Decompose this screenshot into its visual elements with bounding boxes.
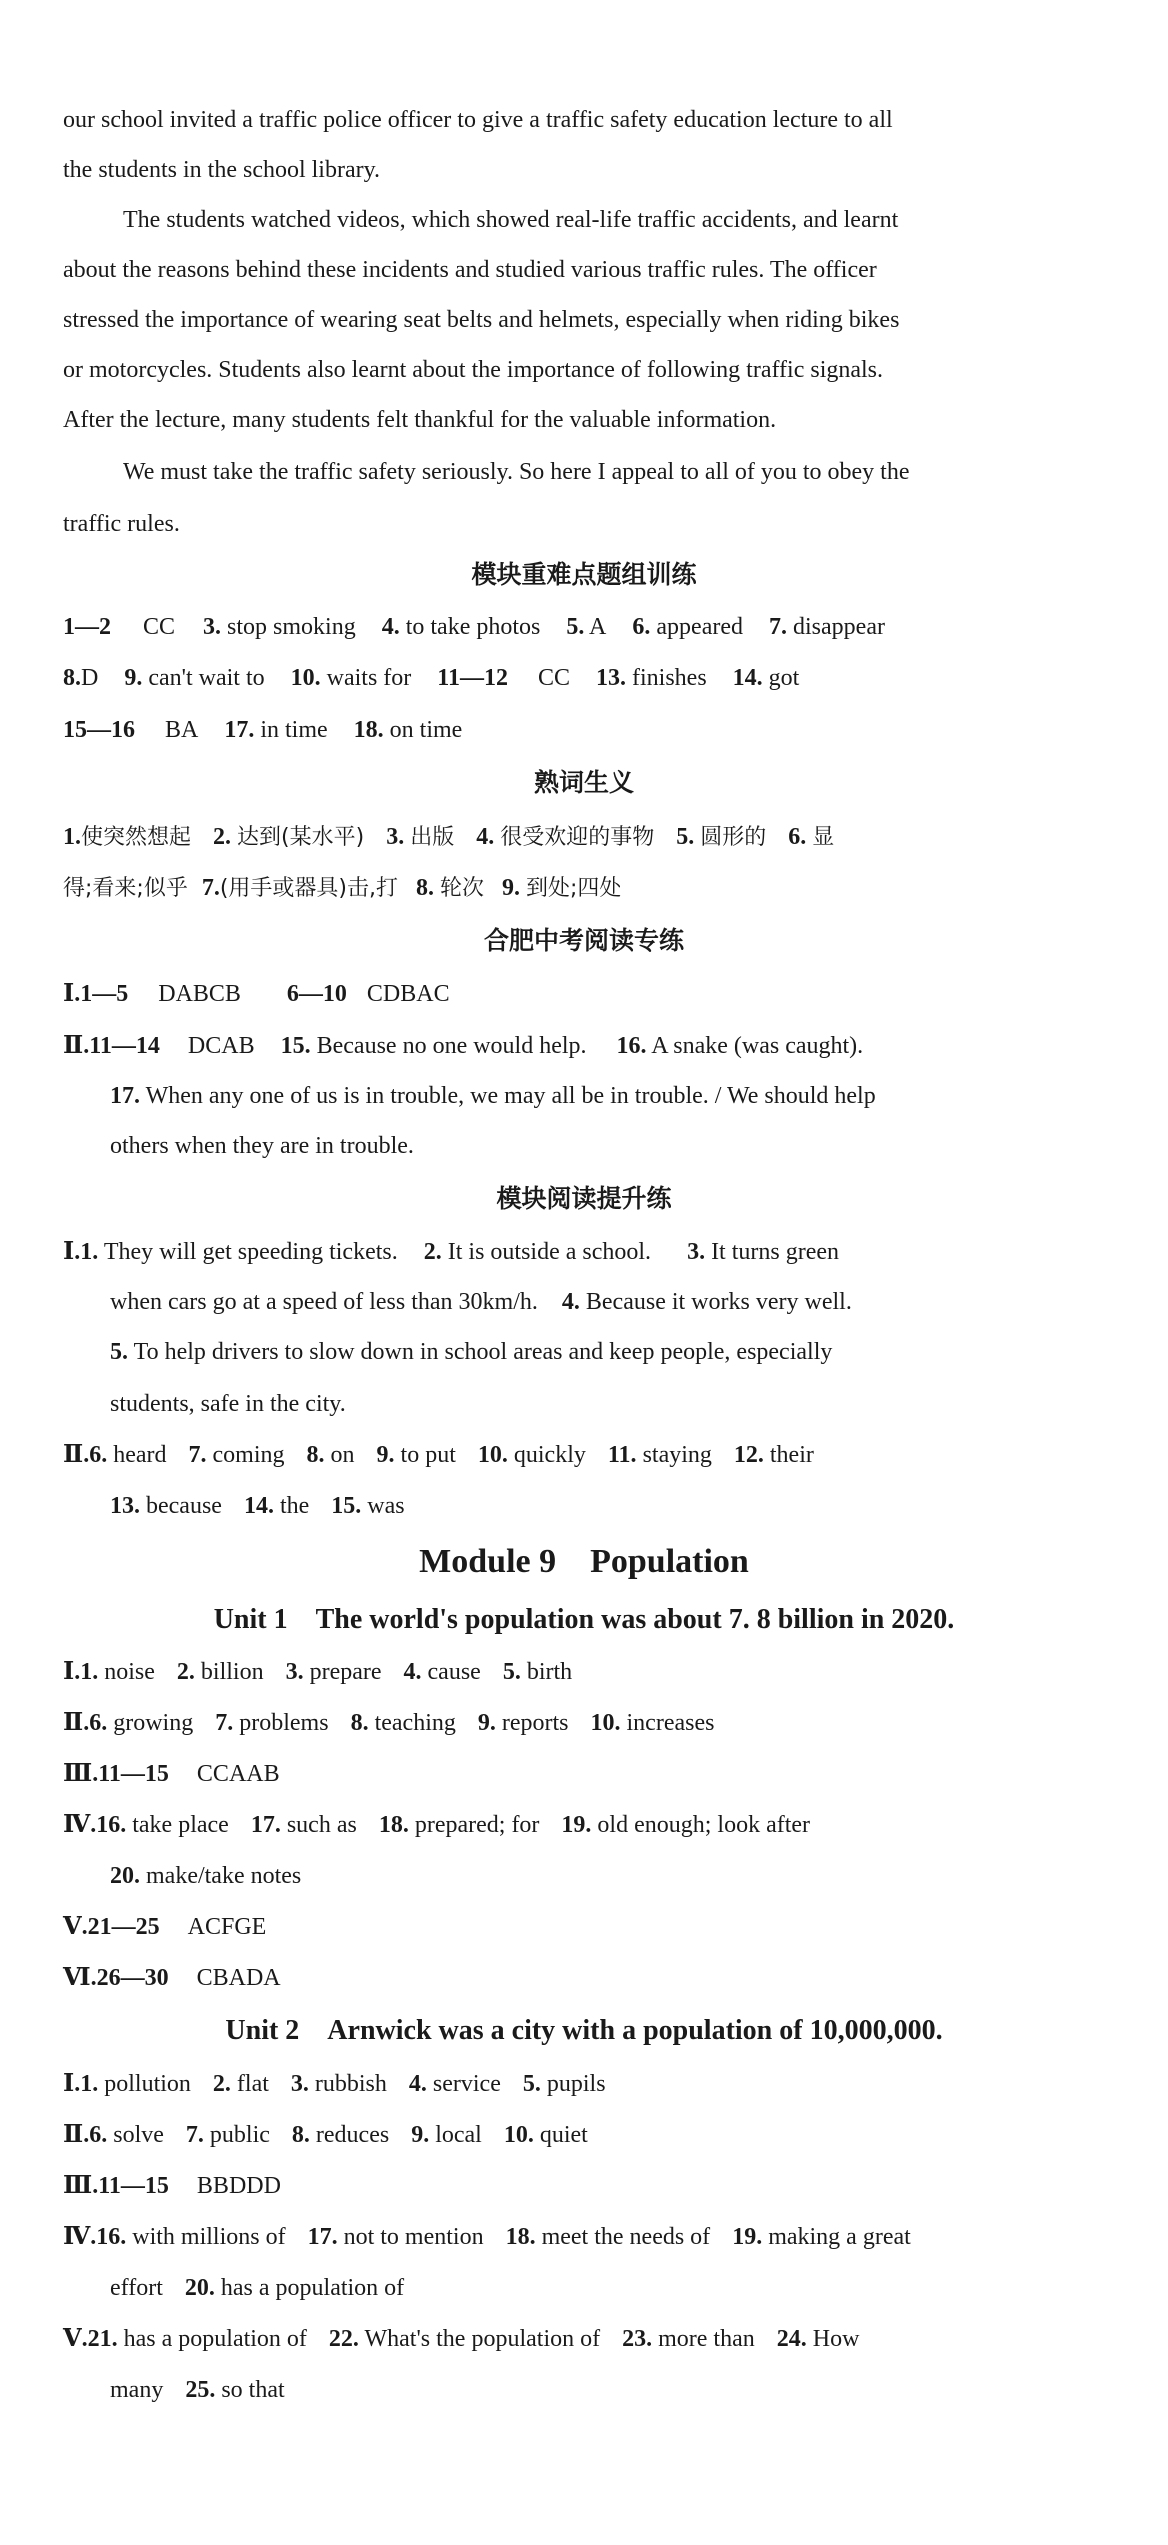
answer-text: (用手或器具)击,打: [219, 876, 398, 901]
answer-text: so that: [221, 2377, 285, 2403]
unit-2-title: Unit 2 Arnwick was a city with a population of 10,000,000.: [225, 2015, 943, 2046]
answer-text: They will get speeding tickets.: [103, 1239, 398, 1265]
passage-line-5: stressed the importance of wearing seat belts and helmets, especially when riding bikes: [63, 307, 900, 333]
answer-row: [63, 666, 799, 690]
item-number: 3.: [203, 614, 222, 640]
item-number: 25.: [185, 2377, 216, 2403]
item-number: 5.: [522, 2071, 541, 2097]
item-number: 9.: [502, 875, 521, 901]
item-number: 7.: [201, 875, 220, 901]
answer-text: 到处;四处: [526, 876, 622, 901]
item-number: 5.: [110, 1339, 128, 1365]
item-number: 6.: [788, 824, 807, 850]
item-number: 6—10: [286, 981, 347, 1007]
item-number: 5.: [676, 824, 695, 850]
answer-text: DCAB: [187, 1033, 255, 1059]
item-number: 6.: [89, 1710, 108, 1736]
answer-text: because: [146, 1493, 222, 1519]
item-number: 11—15: [98, 1761, 169, 1787]
item-number: 16.: [96, 2224, 127, 2250]
answer-text: 得;看来;似乎: [63, 876, 188, 901]
item-number: 7.: [185, 2122, 204, 2148]
item-number: 6.: [89, 1442, 108, 1468]
roman-numeral: Ⅱ.: [63, 1033, 90, 1059]
item-number: 15—16: [63, 717, 135, 743]
roman-numeral: Ⅲ.: [63, 1761, 99, 1787]
item-number: 17.: [224, 717, 255, 743]
item-number: 10.: [503, 2122, 534, 2148]
answer-row: [63, 1762, 280, 1786]
answer-text: their: [769, 1442, 814, 1468]
answer-text: CDBAC: [366, 981, 450, 1007]
item-number: 1.: [80, 1659, 99, 1685]
item-number: 9.: [411, 2122, 430, 2148]
answer-text: staying: [642, 1442, 712, 1468]
item-number: 1.: [63, 824, 81, 850]
roman-numeral: Ⅳ.: [63, 1812, 97, 1838]
answer-text: 使突然想起: [81, 825, 192, 850]
item-number: 20.: [184, 2275, 215, 2301]
item-number: 22.: [328, 2326, 359, 2352]
answer-text: local: [435, 2122, 482, 2148]
answer-text: rubbish: [314, 2071, 387, 2097]
answer-text: It turns green: [711, 1239, 840, 1265]
answer-row: [63, 1813, 810, 1837]
item-number: 17.: [110, 1083, 140, 1109]
item-number: 4.: [476, 824, 495, 850]
answer-text: To help drivers to slow down in school areas and keep people, especially: [133, 1339, 833, 1365]
answer-text: on: [330, 1442, 355, 1468]
answer-text: make/take notes: [146, 1863, 302, 1889]
item-number: 11—12: [437, 665, 508, 691]
answer-text: D: [81, 665, 99, 691]
item-number: 9.: [477, 1710, 496, 1736]
item-number: 8.: [350, 1710, 369, 1736]
answer-text: flat: [236, 2071, 269, 2097]
item-number: 11—14: [89, 1033, 160, 1059]
answer-text: to put: [400, 1442, 456, 1468]
answer-text: How: [812, 2326, 860, 2352]
passage-line-8: We must take the traffic safety seriously. So here I appeal to all of you to obey the: [123, 459, 910, 485]
item-number: 19.: [732, 2224, 763, 2250]
answer-text: billion: [200, 1659, 264, 1685]
passage-line-6: or motorcycles. Students also learnt about the importance of following traffic signals.: [63, 357, 884, 383]
answer-row: [110, 1864, 301, 1888]
item-number: 2.: [176, 1659, 195, 1685]
section-title-key-points: 模块重难点题组训练: [471, 560, 697, 589]
item-number: 10.: [477, 1442, 508, 1468]
item-number: 3.: [687, 1239, 706, 1265]
answer-row: [63, 2225, 911, 2249]
passage-line-9: traffic rules.: [63, 511, 180, 537]
item-number: 19.: [561, 1812, 592, 1838]
passage-line-3: The students watched videos, which showed real-life traffic accidents, and learnt: [123, 207, 899, 233]
answer-text: can't wait to: [148, 665, 265, 691]
item-number: 24.: [776, 2326, 807, 2352]
answer-text: appeared: [656, 614, 743, 640]
roman-numeral: Ⅲ.: [63, 2173, 99, 2199]
answer-text: was: [367, 1493, 405, 1519]
item-number: 5.: [566, 614, 585, 640]
answer-text: 显: [812, 825, 835, 850]
answer-text: stop smoking: [227, 614, 356, 640]
item-number: 14.: [243, 1493, 274, 1519]
answer-text: solve: [113, 2122, 164, 2148]
answer-text: old enough; look after: [597, 1812, 811, 1838]
item-number: 1.: [80, 1239, 99, 1265]
item-number: 2.: [213, 824, 232, 850]
passage-line-4: about the reasons behind these incidents and studied various traffic rules. The officer: [63, 257, 877, 283]
item-number: 3.: [386, 824, 405, 850]
answer-text: when cars go at a speed of less than 30km/h.: [110, 1289, 538, 1315]
answer-text: CC: [537, 665, 570, 691]
answer-text: CBADA: [196, 1965, 281, 1991]
answer-text: 轮次: [440, 876, 485, 901]
item-number: 7.: [215, 1710, 234, 1736]
item-number: 21—25: [87, 1914, 160, 1940]
answer-text: A snake (was caught).: [651, 1033, 864, 1059]
item-number: 10.: [590, 1710, 621, 1736]
answer-text: pupils: [546, 2071, 606, 2097]
answer-text: BBDDD: [196, 2173, 281, 2199]
item-number: 17.: [307, 2224, 338, 2250]
answer-text: What's the population of: [364, 2326, 601, 2352]
answer-text: 出版: [410, 825, 455, 850]
answer-text: BA: [165, 717, 199, 743]
answer-text: take place: [132, 1812, 229, 1838]
item-number: 8.: [416, 875, 434, 901]
answer-text: to take photos: [405, 614, 541, 640]
item-number: 16.: [96, 1812, 127, 1838]
item-number: 11.: [607, 1442, 637, 1468]
item-number: 10.: [290, 665, 321, 691]
answer-text: Because it works very well.: [585, 1289, 852, 1315]
answer-row: [63, 2072, 606, 2096]
section-title-hefei-reading: 合肥中考阅读专练: [483, 926, 684, 955]
answer-text: growing: [113, 1710, 194, 1736]
item-number: 6.: [89, 2122, 108, 2148]
item-number: 9.: [124, 665, 143, 691]
answer-text: prepare: [309, 1659, 382, 1685]
passage-line-2: the students in the school library.: [63, 157, 381, 183]
item-number: 4.: [403, 1659, 422, 1685]
item-number: 18.: [353, 717, 384, 743]
answer-text: ACFGE: [187, 1914, 267, 1940]
answer-text: Because no one would help.: [316, 1033, 587, 1059]
answer-text: CCAAB: [196, 1761, 280, 1787]
answer-text: quickly: [513, 1442, 586, 1468]
answer-text: with millions of: [132, 2224, 286, 2250]
passage-line-7: After the lecture, many students felt thankful for the valuable information.: [63, 407, 777, 433]
answer-row: [63, 615, 885, 639]
item-number: 11—15: [98, 2173, 169, 2199]
roman-numeral: Ⅰ.: [63, 2071, 81, 2097]
answer-text: such as: [286, 1812, 357, 1838]
item-number: 7.: [769, 614, 787, 640]
answer-row: [63, 2327, 859, 2351]
answer-text: waits for: [326, 665, 412, 691]
answer-row: [110, 2276, 404, 2300]
roman-numeral: Ⅱ.: [63, 1442, 90, 1468]
roman-numeral: Ⅵ.: [63, 1965, 97, 1991]
roman-numeral: Ⅱ.: [63, 1710, 90, 1736]
answer-text: more than: [658, 2326, 755, 2352]
module-title: Module 9 Population: [419, 1543, 749, 1580]
answer-text: A: [589, 614, 607, 640]
item-number: 4.: [561, 1289, 580, 1315]
answer-text: public: [209, 2122, 270, 2148]
item-number: 1—5: [80, 981, 129, 1007]
answer-text: cause: [427, 1659, 481, 1685]
item-number: 8.: [291, 2122, 310, 2148]
answer-row: [63, 825, 834, 849]
answer-text: on time: [389, 717, 463, 743]
answer-text: It is outside a school.: [447, 1239, 652, 1265]
unit-1-title: Unit 1 The world's population was about 7. 8 billion in 2020.: [213, 1604, 955, 1635]
item-number: 5.: [502, 1659, 521, 1685]
answer-row: [63, 1240, 839, 1264]
answer-row: [63, 1660, 572, 1684]
item-number: 21.: [87, 2326, 118, 2352]
answer-text: service: [432, 2071, 501, 2097]
answer-row: others when they are in trouble.: [110, 1133, 414, 1159]
answer-text: in time: [260, 717, 328, 743]
answer-row: [63, 1034, 863, 1058]
answer-text: many: [110, 2377, 164, 2403]
answer-row: [63, 1711, 714, 1735]
answer-row: [63, 718, 462, 742]
answer-text: coming: [212, 1442, 285, 1468]
item-number: 12.: [733, 1442, 764, 1468]
item-number: 15.: [331, 1493, 362, 1519]
answer-text: birth: [526, 1659, 573, 1685]
roman-numeral: Ⅳ.: [63, 2224, 97, 2250]
item-number: 4.: [408, 2071, 427, 2097]
answer-text: CC: [143, 614, 176, 640]
answer-text: 很受欢迎的事物: [500, 825, 655, 850]
item-number: 14.: [732, 665, 763, 691]
answer-text: quiet: [539, 2122, 588, 2148]
answer-text: effort: [110, 2275, 163, 2301]
roman-numeral: Ⅴ.: [63, 1914, 88, 1940]
item-number: 15.: [280, 1033, 311, 1059]
roman-numeral: Ⅰ.: [63, 981, 81, 1007]
answer-text: has a population of: [123, 2326, 307, 2352]
answer-row: [110, 1340, 832, 1364]
answer-text: meet the needs of: [541, 2224, 711, 2250]
answer-text: When any one of us is in trouble, we may all be in trouble. / We should help: [145, 1083, 876, 1109]
answer-row: [63, 1443, 814, 1467]
item-number: 23.: [622, 2326, 653, 2352]
item-number: 13.: [596, 665, 626, 691]
item-number: 3.: [285, 1659, 304, 1685]
item-number: 26—30: [96, 1965, 169, 1991]
answer-row: [110, 2378, 285, 2402]
item-number: 4.: [381, 614, 400, 640]
item-number: 2.: [423, 1239, 442, 1265]
answer-text: has a population of: [220, 2275, 405, 2301]
answer-row: [63, 876, 621, 900]
item-number: 18.: [378, 1812, 409, 1838]
answer-text: 圆形的: [700, 825, 767, 850]
section-title-reading-improvement: 模块阅读提升练: [496, 1184, 672, 1213]
answer-text: got: [768, 665, 800, 691]
answer-row: [63, 2123, 588, 2147]
item-number: 1.: [80, 2071, 99, 2097]
answer-text: prepared; for: [414, 1812, 540, 1838]
answer-text: making a great: [768, 2224, 911, 2250]
answer-row: [110, 1290, 852, 1314]
item-number: 18.: [505, 2224, 536, 2250]
answer-row: [110, 1084, 876, 1108]
answer-text: problems: [239, 1710, 329, 1736]
answer-row: [63, 982, 450, 1006]
item-number: 9.: [376, 1442, 395, 1468]
answer-text: reduces: [315, 2122, 390, 2148]
answer-row: [63, 1966, 281, 1990]
item-number: 8.: [63, 665, 81, 691]
item-number: 6.: [632, 614, 651, 640]
answer-text: DABCB: [158, 981, 241, 1007]
answer-text: teaching: [374, 1710, 456, 1736]
answer-text: 达到(某水平): [237, 825, 365, 850]
item-number: 2.: [212, 2071, 231, 2097]
item-number: 20.: [110, 1863, 140, 1889]
passage-line-1: our school invited a traffic police officer to give a traffic safety education lecture to all: [63, 107, 893, 133]
answer-text: noise: [104, 1659, 155, 1685]
answer-text: the: [279, 1493, 310, 1519]
item-number: 17.: [250, 1812, 281, 1838]
answer-row: students, safe in the city.: [110, 1391, 346, 1417]
answer-text: not to mention: [343, 2224, 484, 2250]
roman-numeral: Ⅰ.: [63, 1659, 81, 1685]
answer-text: reports: [501, 1710, 569, 1736]
answer-row: [63, 1915, 266, 1939]
answer-text: finishes: [632, 665, 707, 691]
roman-numeral: Ⅱ.: [63, 2122, 90, 2148]
section-title-word-meanings: 熟词生义: [533, 768, 634, 797]
roman-numeral: Ⅴ.: [63, 2326, 88, 2352]
answer-text: heard: [113, 1442, 167, 1468]
item-number: 7.: [188, 1442, 207, 1468]
answer-text: increases: [626, 1710, 715, 1736]
roman-numeral: Ⅰ.: [63, 1239, 81, 1265]
answer-text: pollution: [104, 2071, 191, 2097]
item-number: 13.: [110, 1493, 140, 1519]
answer-row: [110, 1494, 405, 1518]
item-number: 16.: [616, 1033, 647, 1059]
item-number: 1—2: [63, 614, 111, 640]
answer-text: disappear: [793, 614, 885, 640]
item-number: 3.: [290, 2071, 309, 2097]
answer-row: [63, 2174, 281, 2198]
item-number: 8.: [306, 1442, 325, 1468]
